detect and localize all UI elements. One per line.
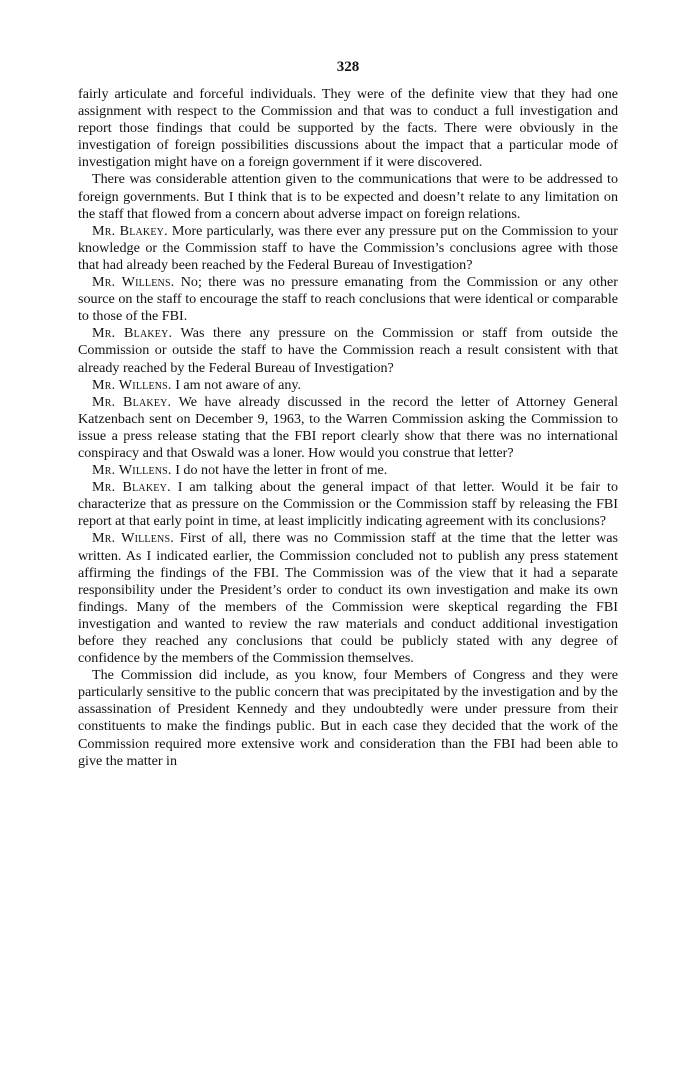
speaker-name: Mr. Willens. — [92, 274, 175, 291]
page-number: 328 — [336, 59, 360, 75]
paragraph — [78, 667, 618, 770]
paragraph — [78, 377, 618, 394]
paragraph-text: I am not aware of any. — [175, 376, 302, 393]
paragraph — [78, 274, 618, 325]
paragraph — [78, 86, 618, 171]
speaker-name: Mr. Willens. — [92, 462, 172, 479]
paragraph — [78, 223, 618, 274]
paragraph-text: I do not have the letter in front of me. — [175, 462, 388, 479]
paragraph-text: There was considerable attention given to the communications that were to be addressed to foreign governments. But I think that is to be expected and doesn’t relate to any limitation on the staff that flowed from a concern about adverse impact on foreign relations. — [78, 171, 618, 222]
paragraph-text: No; there was no pressure emanating from the Commission or any other source on the staff to encourage the staff to reach conclusions that were identical or comparable to those of the FBI. — [78, 274, 618, 325]
document-page — [78, 56, 618, 770]
speaker-name: Mr. Blakey. — [92, 325, 173, 342]
speaker-name: Mr. Blakey. — [92, 222, 168, 239]
paragraph — [78, 530, 618, 667]
paragraph — [78, 394, 618, 462]
speaker-name: Mr. Willens. — [92, 530, 174, 547]
paragraph-text: The Commission did include, as you know, four Members of Congress and they were particularly sensitive to the public concern that was precipitated by the investigation and by the assassination of President Kennedy and they undoubtedly were under pressure from their constituents to make the findings public. But in each case they decided that the work of the Commission required more extensive work and consideration than the FBI had been able to give the matter in — [78, 667, 618, 769]
paragraph-text: fairly articulate and forceful individuals. They were of the definite view that they had one assignment with respect to the Commission and that was to conduct a full investigation and report those findings that could be supported by the facts. There were obviously in the investigation of foreign possibilities discussions about the impact that a particular mode of investigation might have on a foreign government if it were discovered. — [78, 86, 618, 171]
speaker-name: Mr. Blakey. — [92, 393, 172, 410]
paragraph — [78, 462, 618, 479]
paragraph — [78, 325, 618, 376]
speaker-name: Mr. Willens. — [92, 376, 172, 393]
speaker-name: Mr. Blakey. — [92, 479, 171, 496]
paragraph-text: Was there any pressure on the Commission or staff from outside the Commission or outside the staff to have the Commission reach a result consistent with that already reached by the Federal Bureau of Investigation? — [78, 325, 618, 376]
paragraph — [78, 479, 618, 530]
paragraph-text: More particularly, was there ever any pressure put on the Commission to your knowledge or the Commission staff to have the Commission’s conclusions agree with those that had already been reached by the Federal Bureau of Investigation? — [78, 222, 618, 273]
paragraph-text: We have already discussed in the record the letter of Attorney General Katzenbach sent on December 9, 1963, to the Warren Commission asking the Commission to issue a press release stating that the FBI report clearly show that there was no international conspiracy and that Oswald was a loner. How would you construe that letter? — [78, 393, 618, 461]
paragraph-text: I am talking about the general impact of that letter. Would it be fair to characterize that as pressure on the Commission or the Commission staff by releasing the FBI report at that early point in time, at least implicitly indicating agreement with its conclusions? — [78, 479, 618, 530]
paragraph — [78, 171, 618, 222]
paragraph-text: First of all, there was no Commission staff at the time that the letter was written. As I indicated earlier, the Commission concluded not to publish any press statement affirming the findings of the FBI. The Commission was of the view that it had a separate responsibility under the President’s order to conduct its own investigation and make its own findings. Many of the members of the Commission were skeptical regarding the FBI investigation and wanted to review the raw materials and conduct additional investigation before they reached any conclusions that could be publicly stated with any degree of confidence by the members of the Commission themselves. — [78, 530, 618, 667]
